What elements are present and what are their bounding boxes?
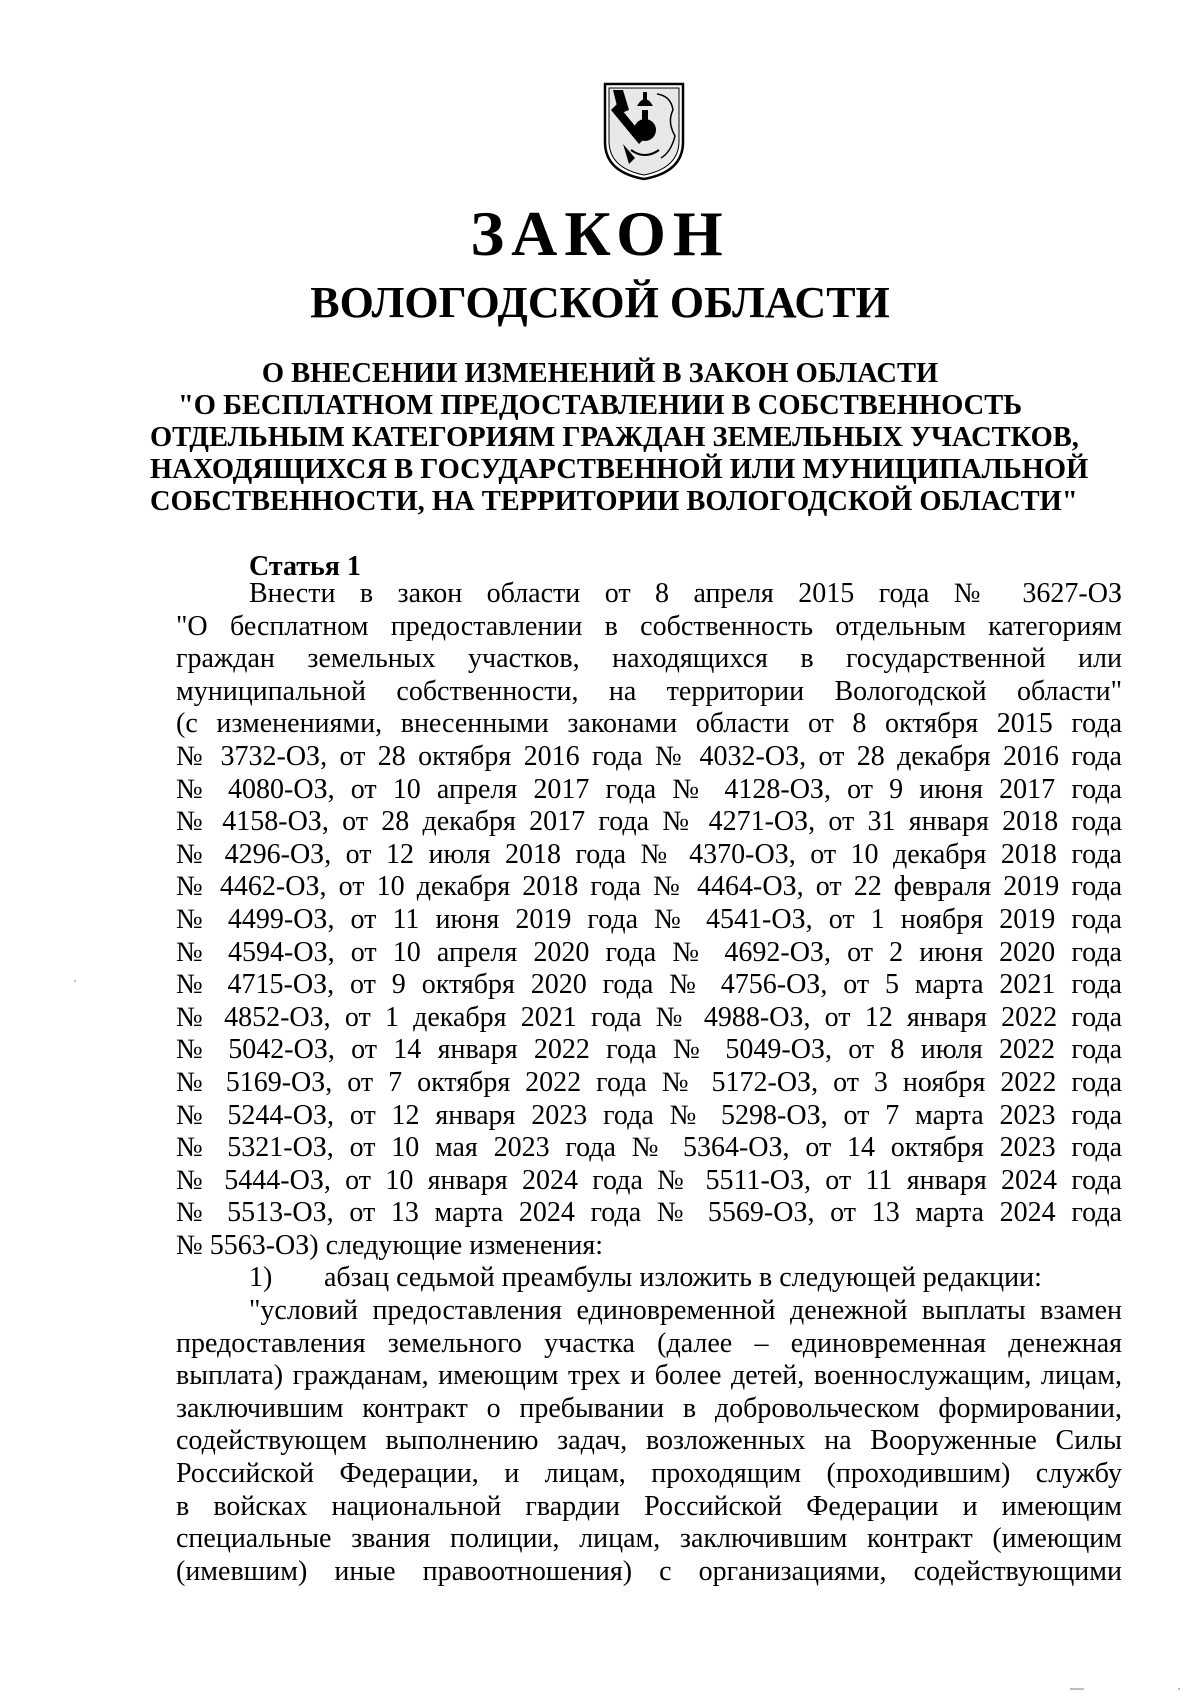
quote-line: предоставления земельного участка (далее – единовременная денежная bbox=[176, 1327, 1122, 1359]
body-line: № 5042-ОЗ, от 14 января 2022 года № 5049-ОЗ, от 8 июля 2022 года bbox=[176, 1034, 1122, 1066]
quote-line: специальные звания полиции, лицам, заключившим контракт (имеющим bbox=[176, 1523, 1122, 1555]
body-line: № 4594-ОЗ, от 10 апреля 2020 года № 4692-ОЗ, от 2 июня 2020 года bbox=[176, 936, 1122, 968]
body-line: Внести в закон области от 8 апреля 2015 года № 3627-ОЗ bbox=[249, 578, 1122, 609]
document-title: ЗАКОН bbox=[470, 198, 730, 269]
quote-line: (имевшим) иные правоотношения) с организациями, содействующими bbox=[176, 1555, 1122, 1587]
body-line: № 3732-ОЗ, от 28 октября 2016 года № 4032-ОЗ, от 28 декабря 2016 года bbox=[176, 740, 1122, 772]
body-line: № 4499-ОЗ, от 11 июня 2019 года № 4541-ОЗ, от 1 ноября 2019 года bbox=[176, 903, 1122, 935]
subject-line: О ВНЕСЕНИИ ИЗМЕНЕНИЙ В ЗАКОН ОБЛАСТИ bbox=[261, 358, 939, 389]
coat-of-arms-icon bbox=[601, 80, 687, 182]
body-line: № 5513-ОЗ, от 13 марта 2024 года № 5569-ОЗ, от 13 марта 2024 года bbox=[176, 1197, 1122, 1229]
quote-line: выплата) гражданам, имеющим трех и более детей, военнослужащим, лицам, bbox=[176, 1360, 1122, 1392]
body-line: № 5321-ОЗ, от 10 мая 2023 года № 5364-ОЗ, от 14 октября 2023 года bbox=[176, 1132, 1122, 1164]
document-region: ВОЛОГОДСКОЙ ОБЛАСТИ bbox=[310, 278, 890, 327]
article-heading: Статья 1 bbox=[249, 551, 361, 582]
scan-artifact bbox=[1178, 1688, 1180, 1690]
article-body bbox=[176, 578, 1122, 1588]
body-line: № 4080-ОЗ, от 10 апреля 2017 года № 4128-ОЗ, от 9 июня 2017 года bbox=[176, 773, 1122, 805]
body-line: № 5169-ОЗ, от 7 октября 2022 года № 5172-ОЗ, от 3 ноября 2022 года bbox=[176, 1066, 1122, 1098]
quote-line: Российской Федерации, и лицам, проходящим (проходившим) службу bbox=[176, 1458, 1122, 1490]
scan-artifact bbox=[74, 980, 76, 982]
body-line: (с изменениями, внесенными законами области от 8 октября 2015 года bbox=[176, 708, 1122, 740]
list-item bbox=[176, 1262, 1122, 1295]
scan-artifact bbox=[1070, 1688, 1084, 1690]
body-line: № 4462-ОЗ, от 10 декабря 2018 года № 4464-ОЗ, от 22 февраля 2019 года bbox=[176, 871, 1122, 903]
body-line: граждан земельных участков, находящихся в государственной или bbox=[176, 643, 1122, 675]
subject-line: ОТДЕЛЬНЫМ КАТЕГОРИЯМ ГРАЖДАН ЗЕМЕЛЬНЫХ УЧАСТКОВ, bbox=[150, 422, 1079, 453]
body-line: № 5244-ОЗ, от 12 января 2023 года № 5298-ОЗ, от 7 марта 2023 года bbox=[176, 1099, 1122, 1131]
body-line: № 4296-ОЗ, от 12 июля 2018 года № 4370-ОЗ, от 10 декабря 2018 года bbox=[176, 838, 1122, 870]
body-line: муниципальной собственности, на территории Вологодской области" bbox=[176, 675, 1122, 707]
subject-line: "О БЕСПЛАТНОМ ПРЕДОСТАВЛЕНИИ В СОБСТВЕННОСТЬ bbox=[177, 390, 1023, 421]
quote-line: в войсках национальной гвардии Российской Федерации и имеющим bbox=[176, 1490, 1122, 1522]
law-subject bbox=[150, 358, 1089, 518]
item-text: абзац седьмой преамбулы изложить в следующей редакции: bbox=[324, 1262, 1042, 1294]
body-line: № 4852-ОЗ, от 1 декабря 2021 года № 4988-ОЗ, от 12 января 2022 года bbox=[176, 1001, 1122, 1033]
body-line: "О бесплатном предоставлении в собственность отдельным категориям bbox=[176, 610, 1122, 642]
quote-line: "условий предоставления единовременной денежной выплаты взамен bbox=[249, 1295, 1122, 1327]
item-number: 1) bbox=[249, 1262, 273, 1294]
subject-line: НАХОДЯЩИХСЯ В ГОСУДАРСТВЕННОЙ ИЛИ МУНИЦИПАЛЬНОЙ bbox=[150, 454, 1089, 485]
quote-line: заключившим контракт о пребывании в добровольческом формировании, bbox=[176, 1392, 1122, 1424]
body-line: № 5444-ОЗ, от 10 января 2024 года № 5511-ОЗ, от 11 января 2024 года bbox=[176, 1164, 1122, 1196]
body-line: № 4715-ОЗ, от 9 октября 2020 года № 4756-ОЗ, от 5 марта 2021 года bbox=[176, 969, 1122, 1001]
subject-line: СОБСТВЕННОСТИ, НА ТЕРРИТОРИИ ВОЛОГОДСКОЙ ОБЛАСТИ" bbox=[150, 486, 1078, 517]
body-line: № 5563-ОЗ) следующие изменения: bbox=[176, 1229, 604, 1261]
body-line: № 4158-ОЗ, от 28 декабря 2017 года № 4271-ОЗ, от 31 января 2018 года bbox=[176, 806, 1122, 838]
quote-line: содействующем выполнению задач, возложенных на Вооруженные Силы bbox=[176, 1425, 1122, 1457]
